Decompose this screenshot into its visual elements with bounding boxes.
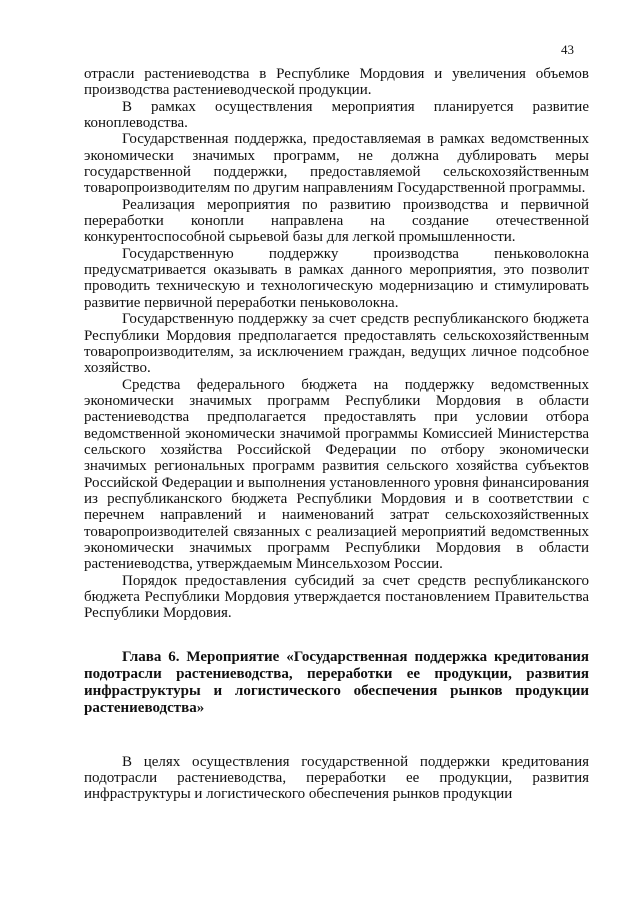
page-number: 43 [561,42,574,57]
paragraph-hemp-fiber: Государственную поддержку производства пеньковолокна предусматривается оказывать в рамках данного мероприятия, это позволит проводить техническую и технологическую модернизацию и стимулировать развитие первичной переработки пеньковолокна. [84,245,589,311]
chapter-heading: Глава 6. Мероприятие «Государственная поддержка кредитования подотрасли растениеводства, переработки ее продукции, развития инфраструктуры и логистического обеспечения рынков продукции растениеводства» [84,648,589,716]
paragraph-republican-budget: Государственную поддержку за счет средств республиканского бюджета Республики Мордовия предполагается предоставлять сельскохозяйственным товаропроизводителям, за исключением граждан, ведущих личное подсобное хозяйство. [84,311,589,377]
paragraph-hemp-processing: Реализация мероприятия по развитию производства и первичной переработки конопли направлена на создание отечественной конкурентоспособной сырьевой базы для легкой промышленности. [84,196,589,246]
document-body [84,66,589,803]
paragraph-subsidy-procedure: Порядок предоставления субсидий за счет средств республиканского бюджета Республики Мордовия утверждается постановлением Правительства Республики Мордовия. [84,572,589,622]
paragraph-federal-budget: Средства федерального бюджета на поддержку ведомственных экономически значимых программ Республики Мордовия в области растениеводства предполагается предоставлять при условии отбора ведомственной экономически значимой программы Комиссией Министерства сельского хозяйства Российской Федерации по отбору экономически значимых региональных программ развития сельского хозяйства субъектов Российской Федерации и выполнения установленного уровня финансирования из республиканского бюджета Республики Мордовия и в соответствии с перечнем направлений и наименований затрат сельскохозяйственных товаропроизводителей связанных с реализацией мероприятий ведомственных экономически значимых программ Республики Мордовия в области растениеводства, утверждаемым Минсельхозом России. [84,376,589,573]
paragraph-state-support-duplication: Государственная поддержка, предоставляемая в рамках ведомственных экономически значимых программ, не должна дублировать меры государственной поддержки, предоставляемой сельскохозяйственным товаропроизводителям по другим направлениям Государственной программы. [84,131,589,197]
paragraph-hemp-growing: В рамках осуществления мероприятия планируется развитие коноплеводства. [84,98,589,132]
paragraph-chapter-intro: В целях осуществления государственной поддержки кредитования подотрасли растениеводства, переработки ее продукции, развития инфраструктуры и логистического обеспечения рынков продукции [84,753,589,803]
paragraph-continuation: отрасли растениеводства в Республике Мордовия и увеличения объемов производства растениеводческой продукции. [84,66,589,99]
